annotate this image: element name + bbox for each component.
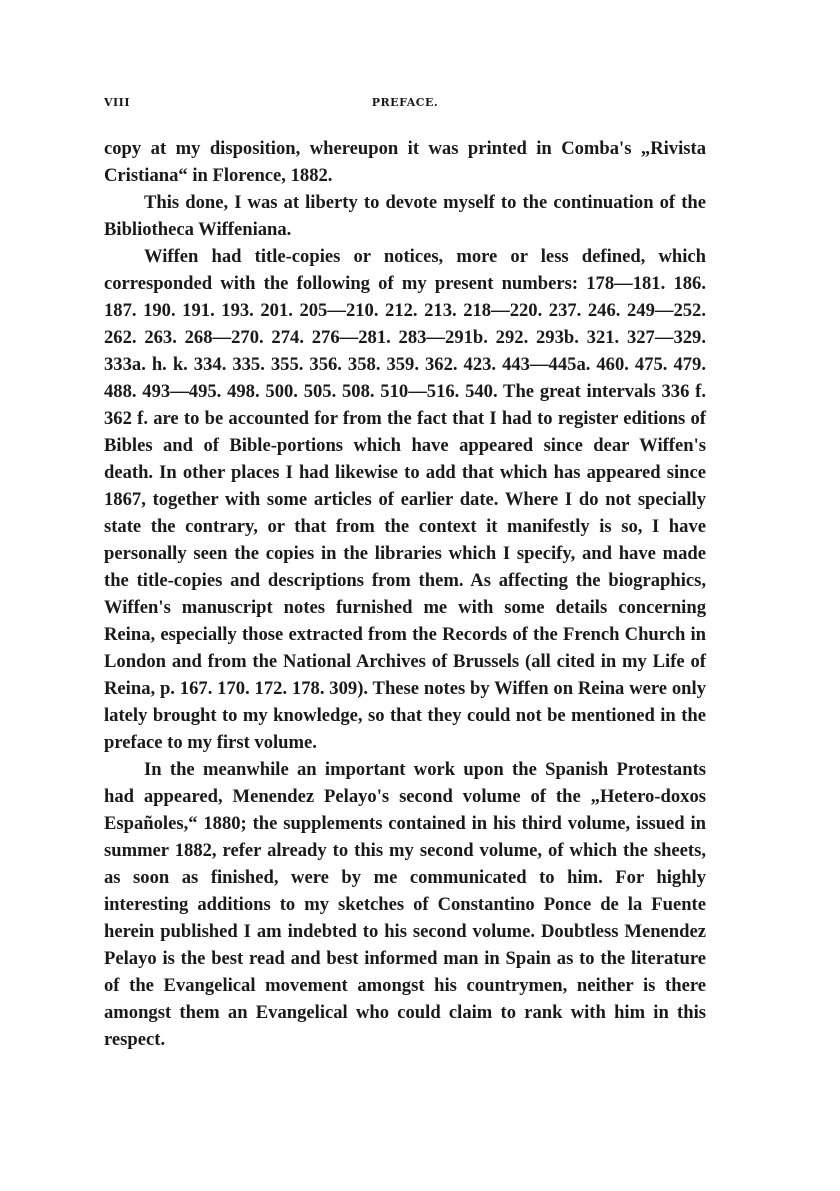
paragraph: In the meanwhile an important work upon the Spanish Protestants had appeared, Menendez Pelayo's second volume of the „Hetero-doxos Españoles,“ 1880; the supplements contained in his third volume, issued in summer 1882, refer already to this my second volume, of which the sheets, as soon as finished, were by me communicated to him. For highly interesting additions to my sketches of Constantino Ponce de la Fuente herein published I am indebted to his second volume. Doubtless Menendez Pelayo is the best read and best informed man in Spain as to the literature of the Evangelical movement amongst his countrymen, neither is there amongst them an Evangelical who could claim to rank with him in this respect.	[104, 759, 706, 1050]
paragraph: Wiffen had title-copies or notices, more or less defined, which corresponded with the following of my present numbers: 178—181. 186. 187. 190. 191. 193. 201. 205—210. 212. 213. 218—220. 237. 246. 249—252. 262. 263. 268—270. 274. 276—281. 283—291b. 292. 293b. 321. 327—329. 333a. h. k. 334. 335. 355. 356. 358. 359. 362. 423. 443—445a. 460. 475. 479. 488. 493—495. 498. 500. 505. 508. 510—516. 540. The great intervals 336 f. 362 f. are to be accounted for from the fact that I had to register editions of Bibles and of Bible-portions which have appeared since dear Wiffen's death. In other places I had likewise to add that which has appeared since 1867, together with some articles of earlier date. Where I do not specially state the contrary, or that from the context it manifestly is so, I have personally seen the copies in the libraries which I specify, and have made the title-copies and descriptions from them. As affecting the biographics, Wiffen's manuscript notes furnished me with some details concerning Reina, especially those extracted from the Records of the French Church in London and from the National Archives of Brussels (all cited in my Life of Reina, p. 167. 170. 172. 178. 309). These notes by Wiffen on Reina were only lately brought to my knowledge, so that they could not be mentioned in the preface to my first volume.	[104, 246, 706, 753]
body-text	[104, 135, 706, 1053]
page-number: VIII	[104, 96, 130, 109]
paragraph-continuation: copy at my disposition, whereupon it was printed in Comba's „Rivista Cristiana“ in Florence, 1882.	[104, 138, 706, 186]
running-title: PREFACE.	[371, 96, 439, 109]
paragraph: This done, I was at liberty to devote myself to the continuation of the Bibliotheca Wiffeniana.	[104, 192, 706, 240]
running-head	[104, 96, 706, 114]
